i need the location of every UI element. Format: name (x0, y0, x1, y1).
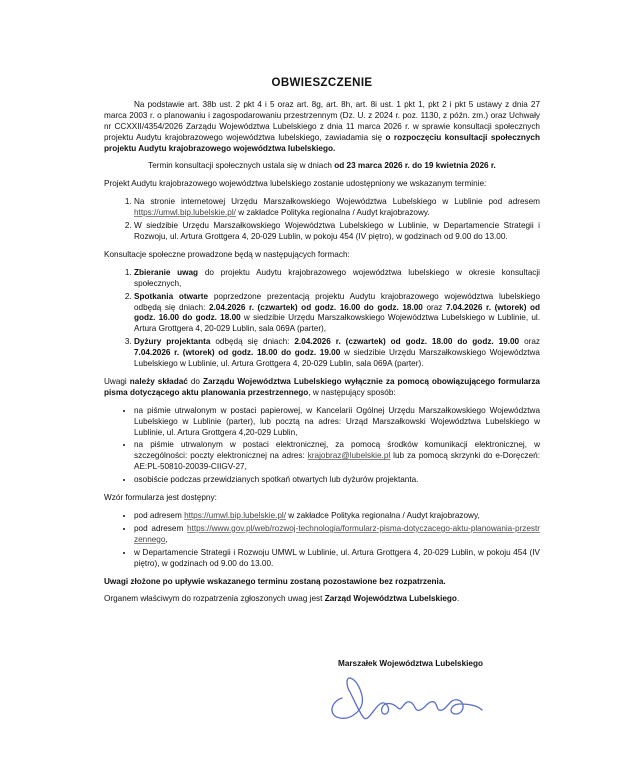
list-item-text: na piśmie utrwalonym w postaci papierowej, w Kancelarii Ogólnej Urzędu Marszałkowskiego Województwa Lubelskiego w Lublinie (parter), lub pocztą na adres: Urząd Marszałkowski Województwa Lubelskiego w Lublinie, ul. Artura Grottgera 4,20-029 Lublin, (134, 405, 540, 437)
meeting-date: 2.04.2026 r. (czwartek) od godz. 18.00 do godz. 19.00 (294, 337, 520, 347)
list-item-text: w siedzibie Urzędu Marszałkowskiego Województwa Lubelskiego w Lublinie, ul. Artura Grottgera 4, 20-029 Lublin, sala 069A (parter), (134, 313, 540, 334)
template-intro: Wzór formularza jest dostępny: (104, 493, 217, 503)
remarks-text: , w następujący sposób: (308, 387, 396, 397)
list-item-text: pod adresem (134, 511, 185, 520)
publish-intro: Projekt Audytu krajobrazowego województwa lubelskiego zostanie udostępniony we wskazanym terminie: (104, 179, 487, 189)
meeting-date: 2.04.2026 r. (czwartek) od godz. 16.00 do godz. 18.00 (208, 302, 423, 312)
list-item-text: do projektu Audytu krajobrazowego województwa lubelskiego w okresie konsultacji społecznych, (134, 267, 540, 288)
meeting-date: 7.04.2026 r. (wtorek) od godz. 18.00 do godz. 19.00 (134, 348, 341, 358)
list-item (134, 406, 540, 439)
email-link[interactable]: krajobraz@lubelskie.pl (307, 451, 391, 461)
list-item-text: na piśmie utrwalonym w postaci elektronicznej, za pomocą środków komunikacji elektronicznej, w szczególności: poczty elektronicznej na adres: (134, 440, 540, 461)
late-notice (104, 577, 540, 588)
list-item-text: w zakładce Polityka regionalna / Audyt krajobrazowy. (235, 208, 430, 218)
list-item (134, 221, 540, 243)
term-paragraph (104, 161, 540, 172)
remarks-text: Uwagi (104, 376, 130, 386)
form-name: Zbieranie uwag (134, 267, 199, 277)
list-item-text: poprzedzone prezentacją projektu Audytu krajobrazowego województwa lubelskiego odbędą się dniach: (134, 291, 540, 312)
form-name: Dyżury projektanta (134, 337, 211, 347)
list-item-text: w zakładce Polityka regionalna / Audyt krajobrazowy, (286, 511, 480, 520)
list-item-text: oraz (519, 337, 540, 347)
list-item (134, 337, 540, 370)
meeting-date: 7.04.2026 r. (wtorek) od godz. 16.00 do godz. 18.00 (134, 302, 541, 323)
remarks-intro (104, 377, 540, 399)
list-item-text: w Departamencie Strategii i Rozwoju UMWL w Lublinie, ul. Artura Grottgera 4, 20-029 Lublin, w pokoju 454 (IV piętro), w godzinach od 9.00 do 13.00. (134, 547, 540, 568)
remarks-bold: należy składać (129, 376, 188, 386)
term-dates: od 23 marca 2026 r. do 19 kwietnia 2026 r. (334, 161, 496, 171)
intro-text: Na podstawie art. 38b ust. 2 pkt 4 i 5 oraz art. 8g, art. 8h, art. 8i ust. 1 pkt 1, pkt 2 i pkt 5 ustawy z dnia 27 marca 2003 r. o planowaniu i zagospodarowaniu przestrzennym (Dz. U. z 2024 r. poz. 1130, z późn. zm.) oraz Uchwały nr CCXXII/4354/2026 Zarządu Województwa Lubelskiego z dnia 11 marca 2026 r. w sprawie konsultacji społecznych projektu Audytu krajobrazowego województwa lubelskiego, zawiadamia się (104, 99, 540, 142)
list-item-text: oraz (422, 302, 446, 312)
remarks-list (104, 406, 540, 486)
signature-title: Marszałek Województwa Lubelskiego (338, 659, 483, 668)
list-item-text: Na stronie internetowej Urzędu Marszałkowskiego Województwa Lubelskiego w Lublinie pod adresem (134, 197, 540, 207)
list-item (134, 475, 540, 486)
forms-list (104, 268, 540, 370)
late-notice-text: Uwagi złożone po upływie wskazanego terminu zostaną pozostawione bez rozpatrzenia. (104, 576, 446, 586)
publish-list (104, 197, 540, 243)
list-item (134, 548, 540, 570)
gov-form-link[interactable]: https://www.gov.pl/web/rozwoj-technologia/formularz-pisma-dotyczacego-aktu-planowania-przestrzennego (134, 523, 540, 544)
list-item (134, 511, 540, 522)
list-item (134, 197, 540, 219)
term-text: Termin konsultacji społecznych ustala się w dniach (148, 161, 335, 171)
authority-text: Organem właściwym do rozpatrzenia zgłoszonych uwag jest (104, 594, 325, 604)
list-item (134, 292, 540, 336)
bip-link[interactable]: https://umwl.bip.lubelskie.pl/ (184, 511, 287, 520)
list-item-text: pod adresem (134, 523, 188, 533)
intro-paragraph (104, 100, 540, 155)
remarks-text: do (187, 376, 203, 386)
authority-bold: Zarząd Województwa Lubelskiego (324, 594, 457, 604)
document-title: OBWIESZCZENIE (271, 77, 373, 89)
list-item-text: W siedzibie Urzędu Marszałkowskiego Województwa Lubelskiego w Lublinie, w Departamencie Strategii i Rozwoju, ul. Artura Grottgera 4, 20-029 Lublin, w pokoju 454 (IV piętro), w godzinach od 9.00 do 13.00. (134, 221, 540, 241)
list-item (134, 268, 540, 290)
document-page (104, 78, 540, 612)
list-item (134, 440, 540, 473)
form-name: Spotkania otwarte (134, 291, 209, 301)
authority-text: . (456, 594, 460, 604)
list-item-text: w siedzibie Urzędu Marszałkowskiego Województwa Lubelskiego w Lublinie, ul. Artura Grottgera 4, 20-029 Lublin, sala 069A (parter). (134, 348, 540, 369)
list-item-text: , (165, 534, 168, 544)
list-item (134, 524, 540, 546)
template-list (104, 511, 540, 570)
list-item-text: odbędą się dniach: (210, 337, 295, 347)
handwritten-signature (320, 668, 490, 728)
list-item-text: lub za pomocą skrzynki do e-Doręczeń: AE:PL-50810-20039-CIIGV-27, (134, 451, 541, 472)
signature-block (338, 659, 558, 668)
list-item-text: osobiście podczas przewidzianych spotkań otwartych lub dyżurów projektanta. (134, 475, 419, 485)
bip-link[interactable]: https://umwl.bip.lubelskie.pl/ (134, 208, 236, 218)
remarks-bold: Zarządu Województwa Lubelskiego wyłącznie za pomocą obowiązującego formularza pisma dotyczącego aktu planowania przestrzennego (104, 376, 540, 397)
intro-bold: o rozpoczęciu konsultacji społecznych projektu Audytu krajobrazowego województwa lubelskiego. (104, 132, 540, 153)
authority-paragraph (104, 594, 540, 605)
forms-intro: Konsultacje społeczne prowadzone będą w następujących formach: (104, 249, 350, 259)
signature-stroke (332, 678, 482, 719)
